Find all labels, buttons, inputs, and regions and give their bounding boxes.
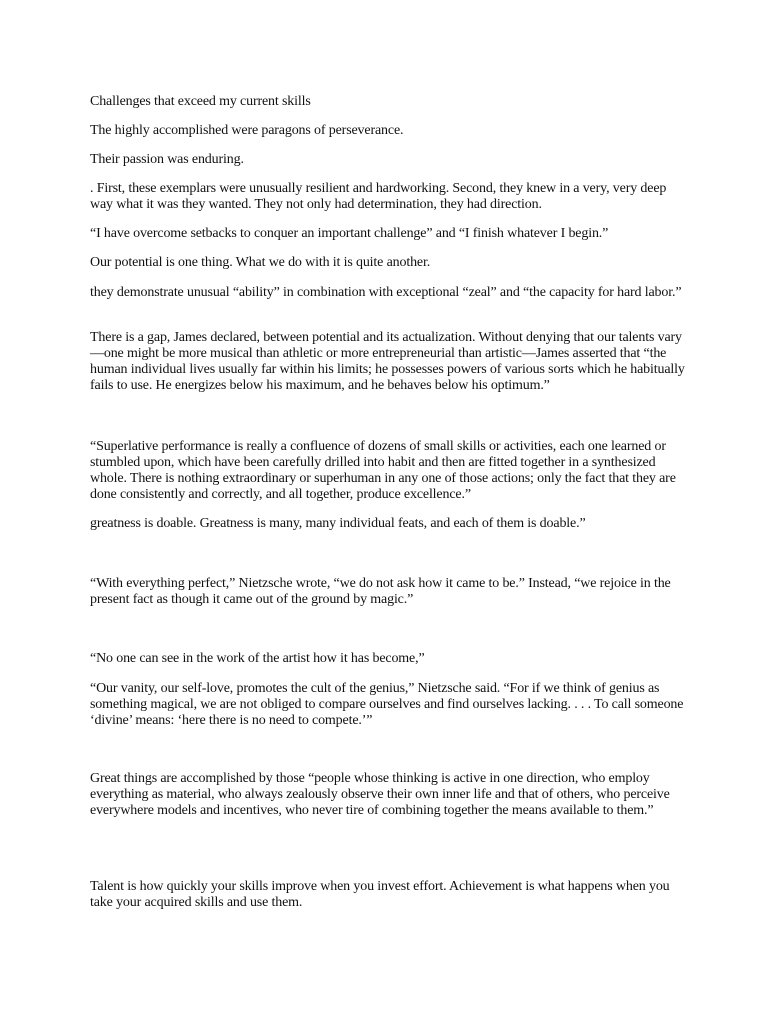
heading-paragraph: Challenges that exceed my current skills — [90, 94, 311, 109]
paragraph: There is a gap, James declared, between potential and its actualization. Without denying that our talents vary—one might be more musical than athletic or more entrepreneurial than artistic—James asserted that “the human individual lives usually far within his limits; he possesses powers of various sorts which he habitually fails to use. He energizes below his maximum, and he behaves below his optimum.” — [90, 330, 685, 393]
paragraph: “I have overcome setbacks to conquer an important challenge” and “I finish whatever I begin.” — [90, 226, 609, 241]
paragraph: greatness is doable. Greatness is many, many individual feats, and each of them is doable.” — [90, 516, 586, 531]
paragraph: Their passion was enduring. — [90, 152, 244, 167]
paragraph: “With everything perfect,” Nietzsche wrote, “we do not ask how it came to be.” Instead, “we rejoice in the present fact as though it came out of the ground by magic.” — [90, 576, 671, 607]
paragraph: Great things are accomplished by those “people whose thinking is active in one direction, who employ everything as material, who always zealously observe their own inner life and that of others, who perceive everywhere models and incentives, who never tire of combining together the means available to them.” — [90, 771, 670, 818]
paragraph: “Our vanity, our self-love, promotes the cult of the genius,” Nietzsche said. “For if we think of genius as something magical, we are not obliged to compare ourselves and find ourselves lacking. . . . To call someone ‘divine’ means: ‘here there is no need to compete.’” — [90, 681, 684, 728]
paragraph: . First, these exemplars were unusually resilient and hardworking. Second, they knew in a very, very deep way what it was they wanted. They not only had determination, they had direction. — [90, 181, 667, 212]
paragraph: “No one can see in the work of the artist how it has become,” — [90, 651, 425, 666]
paragraph: Our potential is one thing. What we do with it is quite another. — [90, 255, 431, 270]
paragraph: “Superlative performance is really a confluence of dozens of small skills or activities, each one learned or stumbled upon, which have been carefully drilled into habit and then are fitted together in a synthesized whole. There is nothing extraordinary or superhuman in any one of those actions; only the fact that they are done consistently and correctly, and all together, produce excellence.” — [90, 439, 676, 502]
paragraph: The highly accomplished were paragons of perseverance. — [90, 123, 404, 138]
paragraph: Talent is how quickly your skills improve when you invest effort. Achievement is what happens when you take your acquired skills and use them. — [90, 879, 670, 910]
paragraph: they demonstrate unusual “ability” in combination with exceptional “zeal” and “the capacity for hard labor.” — [90, 285, 682, 300]
